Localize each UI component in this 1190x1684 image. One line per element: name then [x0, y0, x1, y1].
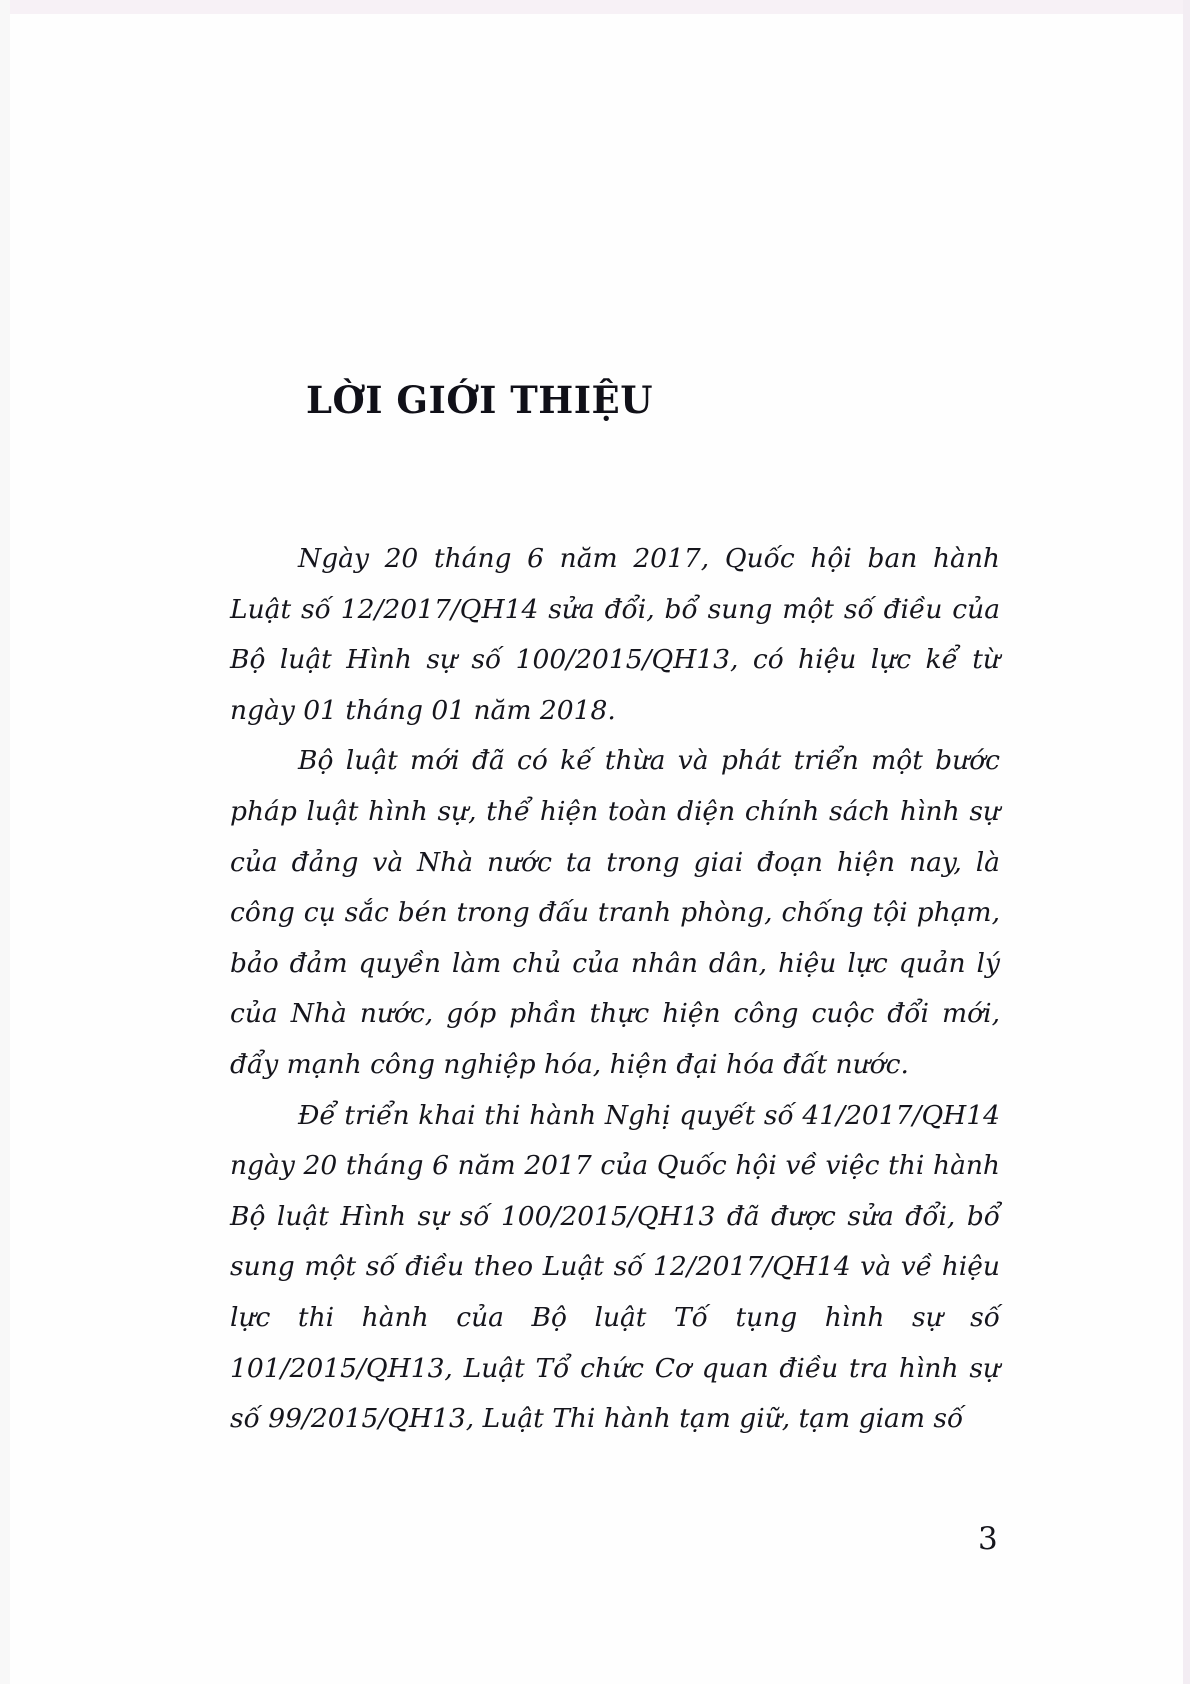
paragraph-2: Bộ luật mới đã có kế thừa và phát triển một bước pháp luật hình sự, thể hiện toàn diện chính sách hình sự của đảng và Nhà nước ta trong giai đoạn hiện nay, là công cụ sắc bén trong đấu tranh phòng, chống tội phạm, bảo đảm quyền làm chủ của nhân dân, hiệu lực quản lý của Nhà nước, góp phần thực hiện công cuộc đổi mới, đẩy mạnh công nghiệp hóa, hiện đại hóa đất nước. [230, 745, 1000, 1080]
scan-edge-top [0, 0, 1190, 14]
page-heading: LỜI GIỚI THIỆU [306, 378, 654, 422]
scan-edge-right [1183, 0, 1190, 1684]
paragraph-3: Để triển khai thi hành Nghị quyết số 41/2017/QH14 ngày 20 tháng 6 năm 2017 của Quốc hội về việc thi hành Bộ luật Hình sự số 100/2015/QH13 đã được sửa đổi, bổ sung một số điều theo Luật số 12/2017/QH14 và về hiệu lực thi hành của Bộ luật Tố tụng hình sự số 101/2015/QH13, Luật Tổ chức Cơ quan điều tra hình sự số 99/2015/QH13, Luật Thi hành tạm giữ, tạm giam số [230, 1099, 1000, 1435]
paragraph-1: Ngày 20 tháng 6 năm 2017, Quốc hội ban hành Luật số 12/2017/QH14 sửa đổi, bổ sung một số điều của Bộ luật Hình sự số 100/2015/QH13, có hiệu lực kể từ ngày 01 tháng 01 năm 2018. [230, 543, 1000, 726]
scan-edge-left [0, 0, 10, 1684]
body-text [230, 534, 1000, 1445]
page-number: 3 [978, 1521, 998, 1557]
